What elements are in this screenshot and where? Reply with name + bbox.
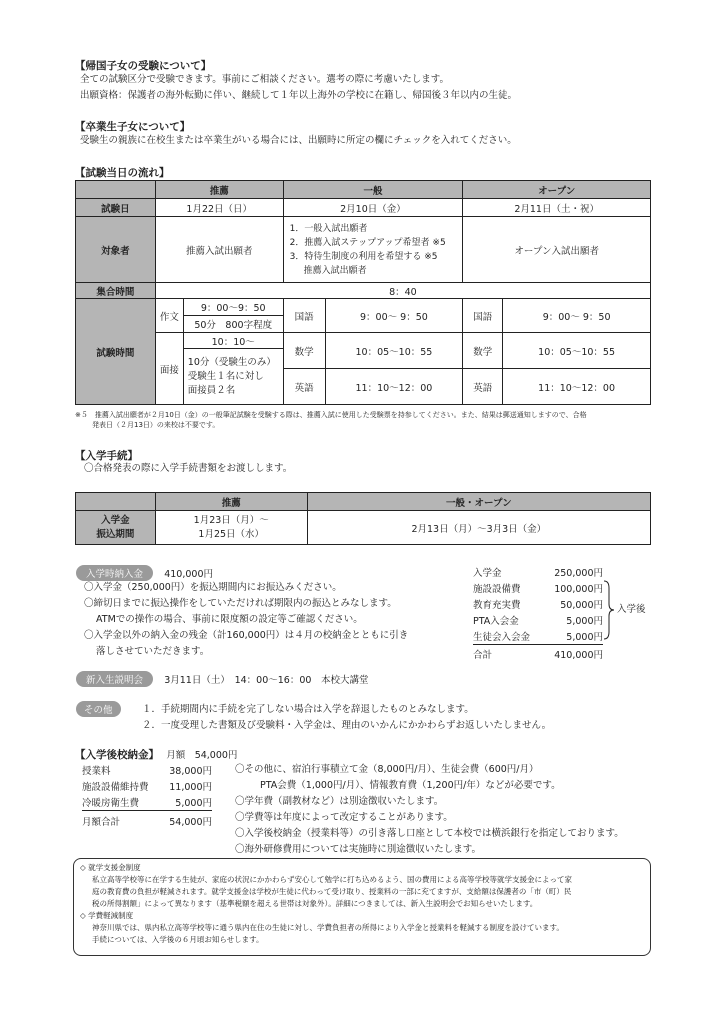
kikoku-line1: 全ての試験区分で受験できます。事前にご相談ください。選考の際に考慮いたします。 xyxy=(80,74,449,85)
fee-total-value: 410,000円 xyxy=(554,650,603,662)
kono-n2: PTA会費（1,000円/月）、情報教育費（1,200円/年）などが必要です。 xyxy=(260,780,561,791)
nyugaku-l1: 〇入学金（250,000円）を振込期間内にお振込みください。 xyxy=(84,582,342,593)
tetsuzuki-line1: 〇合格発表の際に入学手続書類をお渡しします。 xyxy=(84,463,293,474)
pay-col-ippan: 一般・オープン xyxy=(307,493,650,511)
pay-suisen-2: 1月25日（水） xyxy=(198,528,265,540)
target-ippan xyxy=(283,217,463,283)
subj1-open-time: 9：00～ 9：50 xyxy=(503,299,651,333)
kono-n3: 〇学年費（副教材など）は別途徴収いたします。 xyxy=(235,796,444,807)
subj2-ippan-time: 10：05～10：55 xyxy=(325,333,463,369)
pay-corner xyxy=(76,493,156,511)
payment-period-table xyxy=(75,492,651,545)
subj3-open-time: 11：10～12：00 xyxy=(503,369,651,405)
kono-n1: 〇その他に、宿泊行事積立て金（8,000円/月）、生徒会費（600円/月） xyxy=(235,764,539,775)
flow-note-2: 発表日（２月13日）の来校は不要です。 xyxy=(92,421,220,429)
fee-total-label: 合計 xyxy=(473,650,493,662)
date-open: 2月11日（土・祝） xyxy=(463,199,651,217)
row-gather: 集合時間 xyxy=(76,283,156,299)
fee-label: 施設設備費 xyxy=(473,584,521,595)
nyugaku-l3: ATMでの操作の場合、事前に限度額の設定等ご確認ください。 xyxy=(96,614,363,625)
box-p1b: 庭の教育費の負担が軽減されます。就学支援金は学校が生徒に代わって受け取り、授業料の一部に充てますが、支給額は保護者の「市（町）民 xyxy=(92,887,572,896)
mensetsu-d3: 面接員２名 xyxy=(187,384,236,396)
kono-value: 11,000円 xyxy=(169,782,212,793)
pay-ippan: 2月13日（月）～3月3日（金） xyxy=(307,511,650,545)
kono-value: 38,000円 xyxy=(169,766,212,777)
fee-value: 100,000円 xyxy=(554,584,603,595)
pay-row-label-1: 入学金 xyxy=(101,514,130,526)
mensetsu-d2: 受験生１名に対し xyxy=(187,370,264,382)
nyugaku-fee-table xyxy=(473,564,603,664)
flow-col-ippan: 一般 xyxy=(283,181,463,199)
kono-label: 施設設備維持費 xyxy=(82,782,149,793)
fee-label: 教育充実費 xyxy=(473,600,521,611)
fee-value: 5,000円 xyxy=(566,616,603,627)
nyugaku-l2: 〇締切日までに振込操作をしていただければ期限内の振込とみなします。 xyxy=(84,598,397,609)
flow-col-open: オープン xyxy=(463,181,651,199)
kono-n6: 〇海外研修費用については実施時に別途徴収いたします。 xyxy=(235,844,482,855)
sakubun-label: 作文 xyxy=(155,299,183,333)
mensetsu-time: 10：10～ xyxy=(183,333,283,349)
setsumei-text: 3月11日（土） 14：00～16：00 本校大講堂 xyxy=(164,675,369,686)
sotsugyo-line1: 受験生の親族に在校生または卒業生がいる場合には、出願時に所定の欄にチェックを入れてください。 xyxy=(80,135,517,146)
row-exam-date: 試験日 xyxy=(76,199,156,217)
kono-heading: 【入学後校納金】 xyxy=(75,749,159,761)
subj2-open: 数学 xyxy=(463,333,503,369)
flow-corner xyxy=(76,181,156,199)
fee-value: 5,000円 xyxy=(543,628,603,644)
gather-time: 8：40 xyxy=(155,283,650,299)
pay-row-label-2: 振込期間 xyxy=(96,528,135,540)
date-ippan: 2月10日（金） xyxy=(283,199,463,217)
box-p1a: 私立高等学校等に在学する生徒が、家庭の状況にかかわらず安心して勉学に打ち込めるよう、国の費用による高等学校等就学支援金によって家 xyxy=(92,875,572,884)
kono-n4: 〇学費等は年度によって改定することがあります。 xyxy=(235,812,453,823)
kono-total-label: 月額合計 xyxy=(82,817,121,829)
right-brace-icon xyxy=(603,580,615,640)
mensetsu-d1: 10分（受験生のみ） xyxy=(187,356,276,368)
subj2-open-time: 10：05～10：55 xyxy=(503,333,651,369)
target-open: オープン入試出願者 xyxy=(463,217,651,283)
fee-label: 入学金 xyxy=(473,568,502,579)
nyugaku-pill: 入学時納入金 xyxy=(76,565,153,581)
subj1-open: 国語 xyxy=(463,299,503,333)
kono-fee-table xyxy=(82,762,212,832)
kono-monthly: 月額 54,000円 xyxy=(166,750,238,761)
date-suisen: 1月22日（日） xyxy=(155,199,283,217)
pay-suisen xyxy=(155,511,307,545)
sonota-l2: ２．一度受理した書類及び受験料・入学金は、理由のいかんにかかわらずお返しいたしません。 xyxy=(142,720,552,731)
kikoku-line2: 出願資格：保護者の海外転勤に伴い、継続して１年以上海外の学校に在籍し、帰国後３年以内の生徒。 xyxy=(80,90,518,101)
sonota-pill: その他 xyxy=(76,701,121,717)
subj2-ippan: 数学 xyxy=(283,333,325,369)
target-ippan-1: 1．一般入試出願者 xyxy=(289,223,368,234)
mensetsu-label: 面接 xyxy=(155,333,183,405)
flow-note-1: ※５ 推薦入試出願者が２月10日（金）の一般筆記試験を受験する際は、推薦入試に使用した受験票を持参してください。また、結果は郵送通知しますので、合格 xyxy=(75,411,587,419)
subj1-ippan: 国語 xyxy=(283,299,325,333)
target-ippan-2: 2．推薦入試ステップアップ希望者 ※5 xyxy=(289,237,446,248)
kono-n5: 〇入学後校納金（授業料等）の引き落し口座として本校では横浜銀行を指定しております。 xyxy=(235,828,624,839)
kono-value: 5,000円 xyxy=(162,794,212,810)
kono-label: 授業料 xyxy=(82,766,111,777)
tetsuzuki-heading: 【入学手続】 xyxy=(75,450,138,462)
box-p1c: 税の所得割額」によって異なります（基準税額を超える世帯は対象外）。詳細につきましては、新入生説明会でお知らせいたします。 xyxy=(92,899,538,908)
mensetsu-detail xyxy=(183,349,283,405)
sakubun-time: 9：00～9：50 xyxy=(183,299,283,316)
nyugaku-l5: 落しさせていただきます。 xyxy=(96,646,210,657)
row-exam-time: 試験時間 xyxy=(76,299,156,405)
row-target: 対象者 xyxy=(76,217,156,283)
exam-flow-table xyxy=(75,180,651,405)
box-h2: ◇ 学費軽減制度 xyxy=(80,911,134,920)
flow-col-suisen: 推薦 xyxy=(155,181,283,199)
fee-value: 50,000円 xyxy=(560,600,603,611)
flow-heading: 【試験当日の流れ】 xyxy=(75,167,170,179)
subj1-ippan-time: 9：00～ 9：50 xyxy=(325,299,463,333)
nyugaku-after: 入学後 xyxy=(617,604,646,615)
fee-label: PTA入会金 xyxy=(473,616,519,627)
pay-row-label xyxy=(76,511,156,545)
pay-col-suisen: 推薦 xyxy=(155,493,307,511)
sotsugyo-heading: 【卒業生子女について】 xyxy=(75,121,191,133)
kikoku-heading: 【帰国子女の受験について】 xyxy=(75,60,212,72)
pay-suisen-1: 1月23日（月）～ xyxy=(193,514,269,526)
fee-label: 生徒会入会金 xyxy=(473,628,543,644)
setsumei-pill: 新入生説明会 xyxy=(76,671,153,687)
subj3-open: 英語 xyxy=(463,369,503,405)
box-h1: ◇ 就学支援金制度 xyxy=(80,863,141,872)
box-p2b: 手続については、入学後の６月頃お知らせします。 xyxy=(92,935,264,944)
fee-value: 250,000円 xyxy=(554,568,603,579)
subj3-ippan-time: 11：10～12：00 xyxy=(325,369,463,405)
box-p2a: 神奈川県では、県内私立高等学校等に通う県内在住の生徒に対し、学費負担者の所得により入学金と授業料を軽減する制度を設けています。 xyxy=(92,923,564,932)
nyugaku-amount: 410,000円 xyxy=(164,569,213,580)
subj3-ippan: 英語 xyxy=(283,369,325,405)
sonota-l1: １．手続期間内に手続を完了しない場合は入学を辞退したものとみなします。 xyxy=(142,704,474,715)
sakubun-detail: 50分 800字程度 xyxy=(183,316,283,333)
target-ippan-4: 推薦入試出願者 xyxy=(303,265,367,276)
target-suisen: 推薦入試出願者 xyxy=(155,217,283,283)
target-ippan-3: 3．特待生制度の利用を希望する ※5 xyxy=(289,251,438,262)
kono-label: 冷暖房衛生費 xyxy=(82,794,162,810)
kono-total-value: 54,000円 xyxy=(169,817,212,829)
nyugaku-l4: 〇入学金以外の納入金の残金（計160,000円）は４月の校納金とともに引き xyxy=(84,630,409,641)
